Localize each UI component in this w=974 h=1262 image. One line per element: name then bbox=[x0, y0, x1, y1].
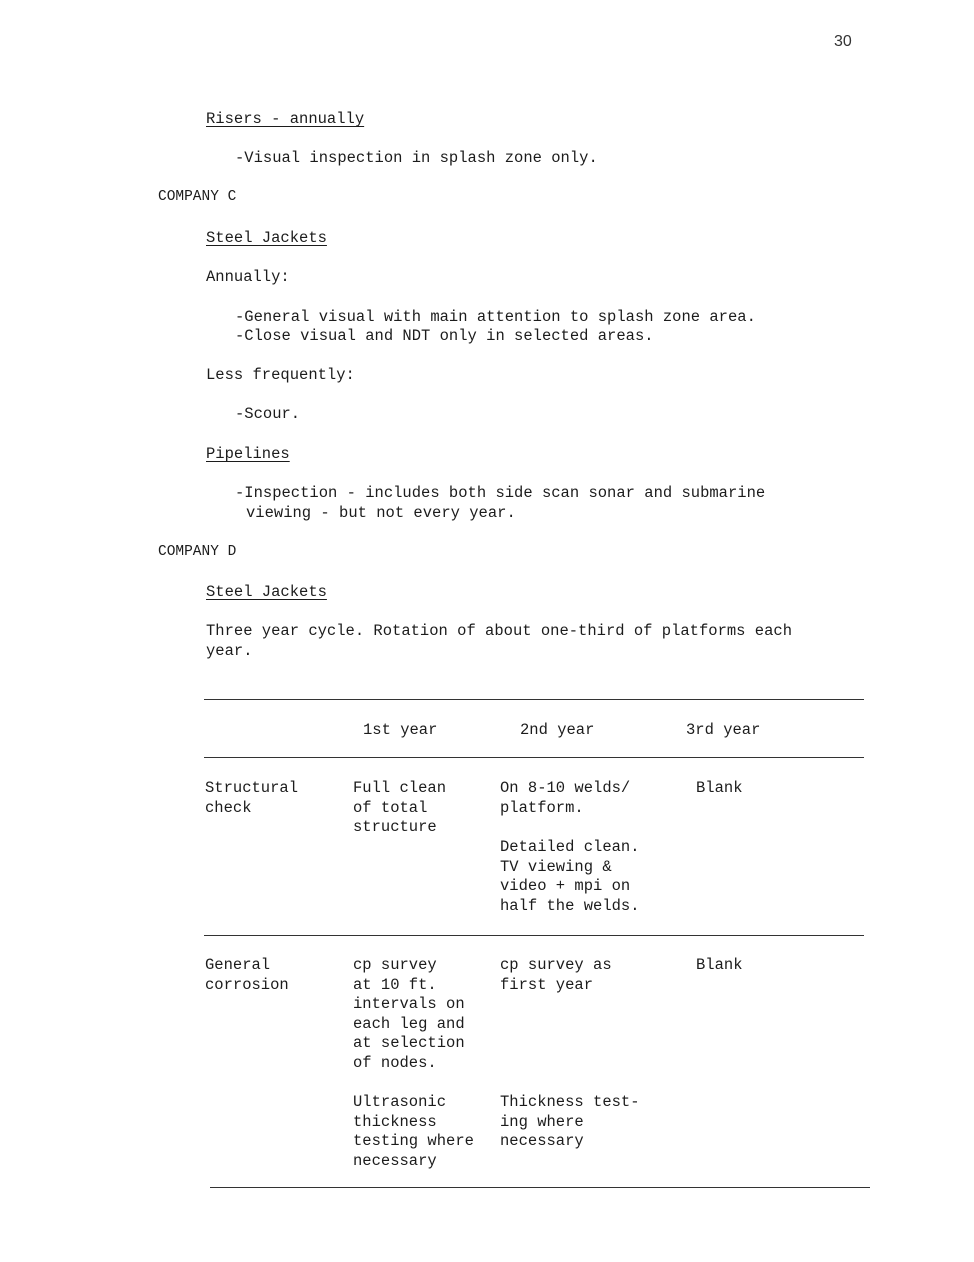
row-structural-year2-a: On 8-10 welds/ platform. bbox=[500, 779, 631, 817]
row-structural-year1: Full clean of total structure bbox=[353, 779, 447, 837]
header-1st-year: 1st year bbox=[363, 721, 438, 739]
annually-item-1: -General visual with main attention to splash zone area. bbox=[235, 308, 756, 326]
row-corrosion-year3: Blank bbox=[696, 956, 743, 974]
steel-jackets-c-heading: Steel Jackets bbox=[206, 229, 327, 247]
steel-jackets-d-heading: Steel Jackets bbox=[206, 583, 327, 601]
header-3rd-year: 3rd year bbox=[686, 721, 761, 739]
page-number: 30 bbox=[834, 33, 852, 50]
cycle-line-2: year. bbox=[206, 642, 253, 660]
row-corrosion-year2-b: Thickness test- ing where necessary bbox=[500, 1093, 640, 1151]
company-d-heading: COMPANY D bbox=[158, 544, 237, 560]
pipelines-item-line-2: viewing - but not every year. bbox=[246, 504, 516, 522]
pipelines-item-line-1: -Inspection - includes both side scan sonar and submarine bbox=[235, 484, 766, 502]
row-corrosion-label: General corrosion bbox=[205, 956, 289, 994]
risers-item: -Visual inspection in splash zone only. bbox=[235, 149, 598, 167]
row-corrosion-year2-a: cp survey as first year bbox=[500, 956, 612, 994]
less-frequently-label: Less frequently: bbox=[206, 366, 355, 384]
row-corrosion-year1-b: Ultrasonic thickness testing where necessary bbox=[353, 1093, 474, 1170]
table-row-divider bbox=[204, 935, 864, 936]
cycle-line-1: Three year cycle. Rotation of about one-third of platforms each bbox=[206, 622, 792, 640]
less-frequently-item: -Scour. bbox=[235, 405, 301, 423]
company-c-heading: COMPANY C bbox=[158, 189, 237, 205]
pipelines-heading: Pipelines bbox=[206, 445, 290, 463]
row-structural-label: Structural check bbox=[205, 779, 299, 817]
row-structural-year3: Blank bbox=[696, 779, 743, 797]
row-corrosion-year1-a: cp survey at 10 ft. intervals on each leg and at selection of nodes. bbox=[353, 956, 465, 1072]
table-bottom-rule bbox=[210, 1187, 870, 1188]
table-header-rule bbox=[204, 757, 864, 758]
annually-item-2: -Close visual and NDT only in selected areas. bbox=[235, 327, 654, 345]
header-2nd-year: 2nd year bbox=[520, 721, 595, 739]
table-top-rule bbox=[204, 699, 864, 700]
row-structural-year2-b: Detailed clean. TV viewing & video + mpi on half the welds. bbox=[500, 838, 640, 915]
risers-heading: Risers - annually bbox=[206, 110, 365, 128]
annually-label: Annually: bbox=[206, 268, 290, 286]
